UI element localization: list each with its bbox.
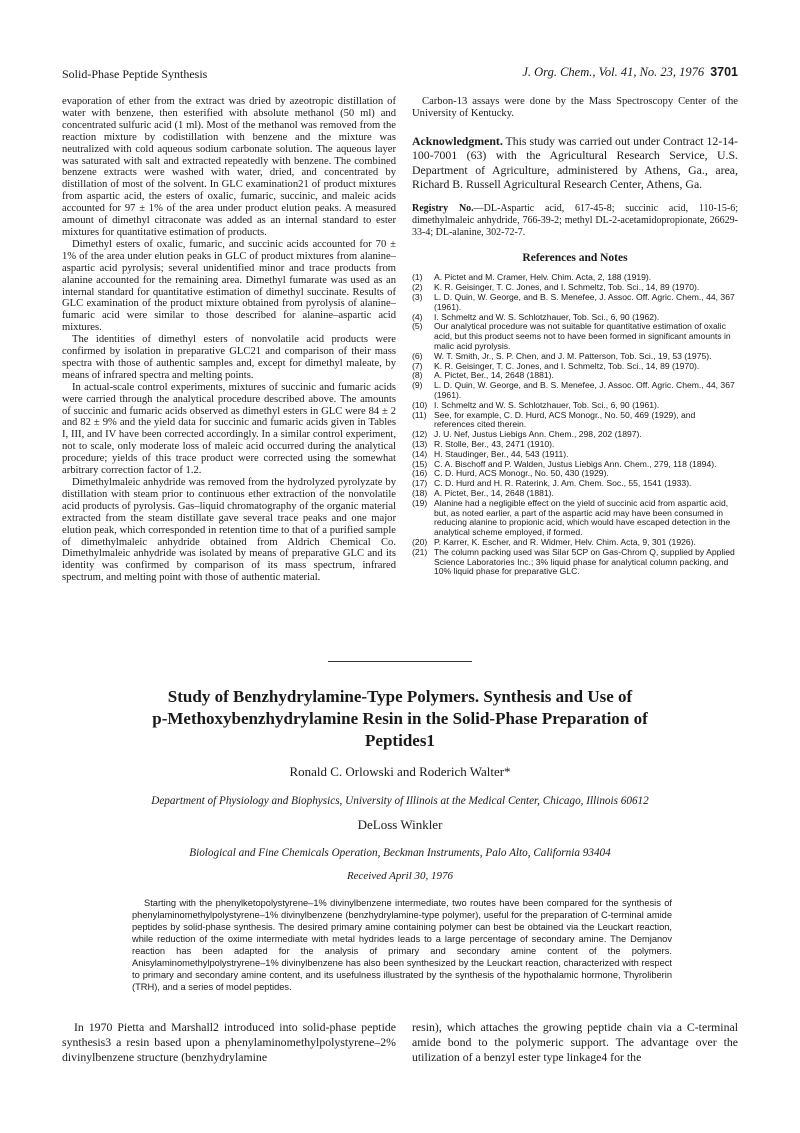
reference-text: L. D. Quin, W. George, and B. S. Menefee, J. Assoc. Off. Agric. Chem., 44, 367 (1961).	[434, 380, 735, 400]
abstract: Starting with the phenylketopolystyrene–1% divinylbenzene intermediate, two routes have been compared for the synthesis of phenylaminomethylpolystyrene–1% divinylbenzene (benzhydrylamine-type polymer), useful for the preparation of C-terminal amide peptides by solid-phase synthesis. The desired primary amine containing polymer can best be obtained via the Leuckart reaction, while reduction of the oxime intermediate with metal hydrides leads to a large percentage of secondary amine. The Demjanov reaction has been adapted for the analysis of primary and secondary amine content of the polymers. Anisylaminomethylpolystryrene–1% divinylbenzene has also been synthesized by the Leuckart reaction, characterized with respect to primary and secondary amine content, and its usefulness illustrated by the synthesis of the hypothalamic hormone, Thyroliberin (TRH), and a series of model peptides.	[132, 898, 672, 992]
reference-text: P. Karrer, K. Escher, and R. Widmer, Helv. Chim. Acta, 9, 301 (1926).	[434, 536, 696, 547]
reference-number: (15)	[412, 458, 428, 469]
reference-number: (4)	[412, 311, 423, 322]
paragraph: evaporation of ether from the extract was dried by azeotropic distillation of water with benzene, then esterified with absolute methanol (50 ml) and concentrated sulfuric acid (1 ml). Most of the methanol was removed from the reaction mixture by codistillation with benzene and the mixture was neutralized with cold aqueous sodium carbonate solution. The aqueous layer was saturated with salt and extracted repeatedly with benzene. The combined benzene extracts were washed with water, dried, and concentrated by distillation of most of the solvent. In GLC examination21 of product mixtures from aspartic acid, the esters of oxalic, fumaric, succinic, and maleic acids accounted for 97 ± 1% of the area under product elution peaks. A measured amount of dimethyl citraconate was added as an internal standard to ester mixtures for quantitative estimation of products.	[62, 96, 396, 238]
reference-text: K. R. Geisinger, T. C. Jones, and I. Schmeltz, Tob. Sci., 14, 89 (1970).	[434, 282, 700, 293]
reference-item	[412, 322, 738, 351]
reference-number: (1)	[412, 272, 423, 283]
reference-number: (9)	[412, 380, 423, 391]
body-text: resin), which attaches the growing peptide chain via a C-terminal amide bond to the polymeric support. The advantage over the utilization of a benzyl ester type linkage4 for the	[412, 1020, 738, 1064]
reference-number: (13)	[412, 438, 428, 449]
reference-number: (14)	[412, 448, 428, 459]
reference-text: See, for example, C. D. Hurd, ACS Monogr., No. 50, 469 (1929), and references cited therein.	[434, 409, 696, 430]
paragraph: Dimethyl esters of oxalic, fumaric, and succinic acids accounted for 70 ± 1% of the area under elution peaks in GLC of product mixtures from alanine–aspartic acid pyrolysis; several unidentified minor and trace products from alanine accounted for the remaining area. Dimethyl fumarate was used as an internal standard for quantitative estimation of dimethyl succinate. Results of GLC examination of the product mixture obtained from pyrolysis of alanine–fumaric acid were similar to those described for alanine–aspartic acid mixtures.	[62, 238, 396, 334]
reference-number: (11)	[412, 409, 427, 420]
carbon-note: Carbon-13 assays were done by the Mass Spectroscopy Center of the University of Kentucky.	[412, 96, 738, 119]
registry-text: —DL-Aspartic acid, 617-45-8; succinic acid, 110-15-6; dimethylmaleic anhydride, 766-39-2; methyl DL-2-acetamidopropionate, 26629-33-4; DL-alanine, 302-72-7.	[412, 202, 738, 238]
references-list	[412, 273, 738, 577]
journal-name: J. Org. Chem., Vol. 41, No. 23, 1976	[522, 65, 705, 79]
reference-text: A. Pictet, Ber., 14, 2648 (1881).	[434, 487, 554, 498]
reference-text: I. Schmeltz and W. S. Schlotzhauer, Tob. Sci., 6, 90 (1961).	[434, 399, 660, 410]
title-line: Peptides1	[365, 731, 435, 750]
reference-number: (2)	[412, 282, 423, 293]
reference-number: (3)	[412, 292, 423, 303]
reference-number: (17)	[412, 478, 428, 489]
reference-number: (7)	[412, 360, 423, 371]
reference-item	[412, 548, 738, 577]
title-line: Study of Benzhydrylamine-Type Polymers. Synthesis and Use of	[167, 687, 633, 706]
reference-number: (20)	[412, 536, 428, 547]
body-text: In 1970 Pietta and Marshall2 introduced into solid-phase peptide synthesis3 a resin based upon a phenylaminomethylpolystyrene–2% divinylbenzene structure (benzhydrylamine	[62, 1020, 396, 1064]
reference-text: L. D. Quin, W. George, and B. S. Menefee, J. Assoc. Off. Agric. Chem., 44, 367 (1961).	[434, 292, 735, 312]
paragraph: Dimethylmaleic anhydride was removed from the hydrolyzed pyrolyzate by distillation with steam prior to continuous ether extraction of the nonvolatile acid products of pyrolysis. Gas–liquid chromatography of the organic material extracted from the steam distillate gave several trace peaks and one major elution peak, which corresponded in retention time to that of a purified sample of dimethylmaleic anhydride obtained from Aldrich Chemical Co. Dimethylmaleic anhydride was isolated by means of preparative GLC and its identity was confirmed by comparison of its mass spectrum, infrared spectrum, and melting point with those of authentic material.	[62, 477, 396, 584]
registry-numbers	[412, 203, 738, 239]
reference-item	[412, 293, 738, 313]
author: DeLoss Winkler	[357, 817, 443, 832]
page-number: 3701	[710, 65, 738, 79]
reference-number: (18)	[412, 487, 428, 498]
paragraph: The identities of dimethyl esters of nonvolatile acid products were confirmed by isolation in preparative GLC21 and comparison of their mass spectra with those of authentic samples and, except for dimethyl maleate, by means of infrared spectra and melting points.	[62, 334, 396, 381]
title-line: p-Methoxybenzhydrylamine Resin in the Solid-Phase Preparation of	[152, 709, 648, 728]
reference-item	[412, 411, 738, 431]
acknowledgment	[412, 134, 738, 192]
reference-text: J. U. Nef, Justus Liebigs Ann. Chem., 298, 202 (1897).	[434, 429, 642, 440]
reference-number: (6)	[412, 350, 423, 361]
reference-text: Alanine had a negligible effect on the yield of succinic acid from aspartic acid, but, as noted earlier, a part of the aspartic acid may have been consumed in reducing alanine to propionic acid, which would have escaped detection in the analytical scheme employed, if formed.	[434, 497, 731, 538]
reference-text: R. Stolle, Ber., 43, 2471 (1910).	[434, 438, 555, 449]
journal-citation	[522, 65, 738, 80]
reference-item	[412, 499, 738, 538]
affiliation: Biological and Fine Chemicals Operation, Beckman Instruments, Palo Alto, California 93404	[189, 847, 611, 859]
acknowledgment-heading: Acknowledgment.	[412, 133, 503, 148]
reference-number: (10)	[412, 399, 428, 410]
reference-text: H. Staudinger, Ber., 44, 543 (1911).	[434, 448, 569, 459]
paragraph: In actual-scale control experiments, mixtures of succinic and fumaric acids were carried through the analytical procedure described above. The amounts of succinic and fumaric acids observed as dimethyl esters in GLC were 84 ± 2 and 82 ± 9% and the yield data for succinic and fumaric acids given in Tables I, III, and IV have been corrected accordingly. In a similar control experiment, not to scale, only moderate loss of maleic acid occurred during the analytical procedure; yields of this trace product were corrected using the somewhat arbitrary correction factor of 1.2.	[62, 381, 396, 477]
references-heading: References and Notes	[522, 251, 628, 264]
reference-number: (19)	[412, 497, 428, 508]
reference-text: Our analytical procedure was not suitable for quantitative estimation of oxalic acid, but this product seems not to have been formed in significant amounts in malic acid pyrolysis.	[434, 321, 731, 352]
reference-text: C. D. Hurd, ACS Monogr., No. 50, 430 (1929).	[434, 468, 609, 479]
reference-number: (16)	[412, 468, 428, 479]
reference-text: C. D. Hurd and H. R. Raterink, J. Am. Chem. Soc., 55, 1541 (1933).	[434, 478, 692, 489]
running-header: Solid-Phase Peptide Synthesis	[62, 67, 208, 81]
acknowledgment-text: This study was carried out under Contract 12-14-100-7001 (63) with the Agricultural Research Service, U.S. Department of Agriculture, administered by Athens, Ga., area, Richard B. Russell Agricultural Research Center, Athens, Ga.	[412, 133, 738, 192]
reference-text: A. Pictet and M. Cramer, Helv. Chim. Acta, 2, 188 (1919).	[434, 272, 652, 283]
reference-number: (21)	[412, 546, 428, 557]
affiliation: Department of Physiology and Biophysics, University of Illinois at the Medical Center, Chicago, Illinois 60612	[151, 795, 649, 807]
right-column	[412, 96, 738, 656]
reference-number: (12)	[412, 429, 428, 440]
reference-text: I. Schmeltz and W. S. Schlotzhauer, Tob. Sci., 6, 90 (1962).	[434, 311, 660, 322]
reference-text: K. R. Geisinger, T. C. Jones, and I. Schmeltz, Tob. Sci., 14, 89 (1970).	[434, 360, 700, 371]
reference-text: A. Pictet, Ber., 14, 2648 (1881).	[434, 370, 554, 381]
authors: Ronald C. Orlowski and Roderich Walter*	[289, 764, 511, 779]
reference-number: (8)	[412, 370, 423, 381]
reference-text: W. T. Smith, Jr., S. P. Chen, and J. M. Patterson, Tob. Sci., 19, 53 (1975).	[434, 350, 712, 361]
article-title	[100, 686, 700, 752]
reference-text: C. A. Bischoff and P. Walden, Justus Liebigs Ann. Chem., 279, 118 (1894).	[434, 458, 717, 469]
registry-heading: Registry No.	[412, 202, 474, 214]
reference-number: (5)	[412, 321, 423, 332]
section-divider	[328, 661, 472, 662]
left-column	[62, 96, 396, 656]
reference-item	[412, 381, 738, 401]
received-date: Received April 30, 1976	[346, 870, 454, 882]
reference-text: The column packing used was Silar 5CP on Gas-Chrom Q, supplied by Applied Science Laboratories Inc.; 3% liquid phase for analytical column packing, and 10% liquid phase for preparative GLC.	[434, 546, 735, 577]
